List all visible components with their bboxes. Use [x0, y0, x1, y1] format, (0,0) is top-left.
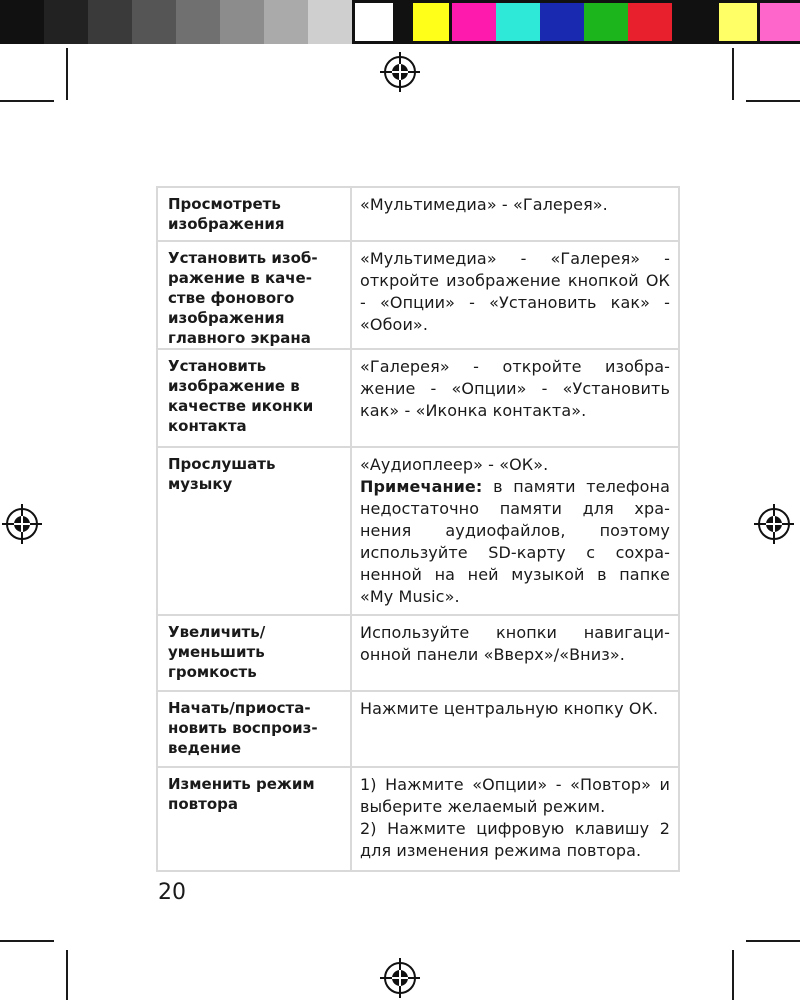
table-row [157, 767, 679, 871]
description-text: 1) Нажмите «Опции» - «Повтор» и выберите желаемый режим. [360, 775, 670, 816]
description-text: 2) Нажмите цифровую клавишу 2 для изменения режима повтора. [360, 819, 670, 860]
swatch [540, 0, 584, 44]
registration-mark-icon [754, 504, 794, 544]
swatch [496, 0, 540, 44]
swatch [0, 0, 44, 44]
crop-mark [732, 950, 734, 1000]
swatch [132, 0, 176, 44]
action-cell: Просмотреть изображения [157, 187, 351, 241]
action-cell: Прослушать музыку [157, 447, 351, 615]
swatch [410, 0, 452, 44]
swatch [44, 0, 88, 44]
swatch [760, 0, 800, 44]
swatch [452, 0, 496, 44]
description-cell: «Мультимедиа» - «Галерея». [351, 187, 679, 241]
color-calibration-bar [0, 0, 800, 44]
crop-mark [732, 48, 734, 100]
swatch [628, 0, 672, 44]
table-row [157, 447, 679, 615]
description-cell: Используйте кнопки навигаци-онной панели «Вверх»/«Вниз». [351, 615, 679, 691]
crop-mark [0, 940, 54, 942]
description-text: «Аудиоплеер» - «ОК». [360, 455, 549, 474]
registration-mark-icon [380, 958, 420, 998]
description-cell: Нажмите центральную кнопку ОК. [351, 691, 679, 767]
swatch [396, 0, 410, 44]
table-row [157, 349, 679, 447]
swatch [264, 0, 308, 44]
action-cell: Установить изоб-ражение в каче-стве фонового изображения главного экрана [157, 241, 351, 349]
swatch [308, 0, 352, 44]
description-cell: «Мультимедиа» - «Галерея» - откройте изображение кнопкой ОК - «Опции» - «Установить как» - «Обои». [351, 241, 679, 349]
note-text: в памяти телефона недостаточно памяти для хра-нения аудиофайлов, поэтому используйте SD-карту с сохра-ненной на ней музыкой в папке «My Music». [360, 477, 671, 606]
action-cell: Начать/приоста-новить воспроиз-ведение [157, 691, 351, 767]
swatch [88, 0, 132, 44]
crop-mark [746, 100, 800, 102]
table-row [157, 241, 679, 349]
description-cell: «Галерея» - откройте изобра-жение - «Опции» - «Установить как» - «Иконка контакта». [351, 349, 679, 447]
action-cell: Увеличить/ уменьшить громкость [157, 615, 351, 691]
crop-mark [746, 940, 800, 942]
registration-mark-icon [2, 504, 42, 544]
crop-mark [0, 100, 54, 102]
swatch [716, 0, 760, 44]
description-cell [351, 767, 679, 871]
swatch [220, 0, 264, 44]
crop-mark [66, 950, 68, 1000]
action-cell: Изменить режим повтора [157, 767, 351, 871]
action-cell: Установить изображение в качестве иконки контакта [157, 349, 351, 447]
table-row [157, 691, 679, 767]
table-row [157, 187, 679, 241]
table-row [157, 615, 679, 691]
swatch [176, 0, 220, 44]
swatch [352, 0, 396, 44]
page-number: 20 [158, 880, 186, 905]
crop-mark [66, 48, 68, 100]
registration-mark-icon [380, 52, 420, 92]
note [360, 476, 670, 608]
instructions-table [156, 186, 680, 872]
swatch [584, 0, 628, 44]
description-cell [351, 447, 679, 615]
note-label: Примечание: [360, 477, 483, 496]
swatch [672, 0, 716, 44]
